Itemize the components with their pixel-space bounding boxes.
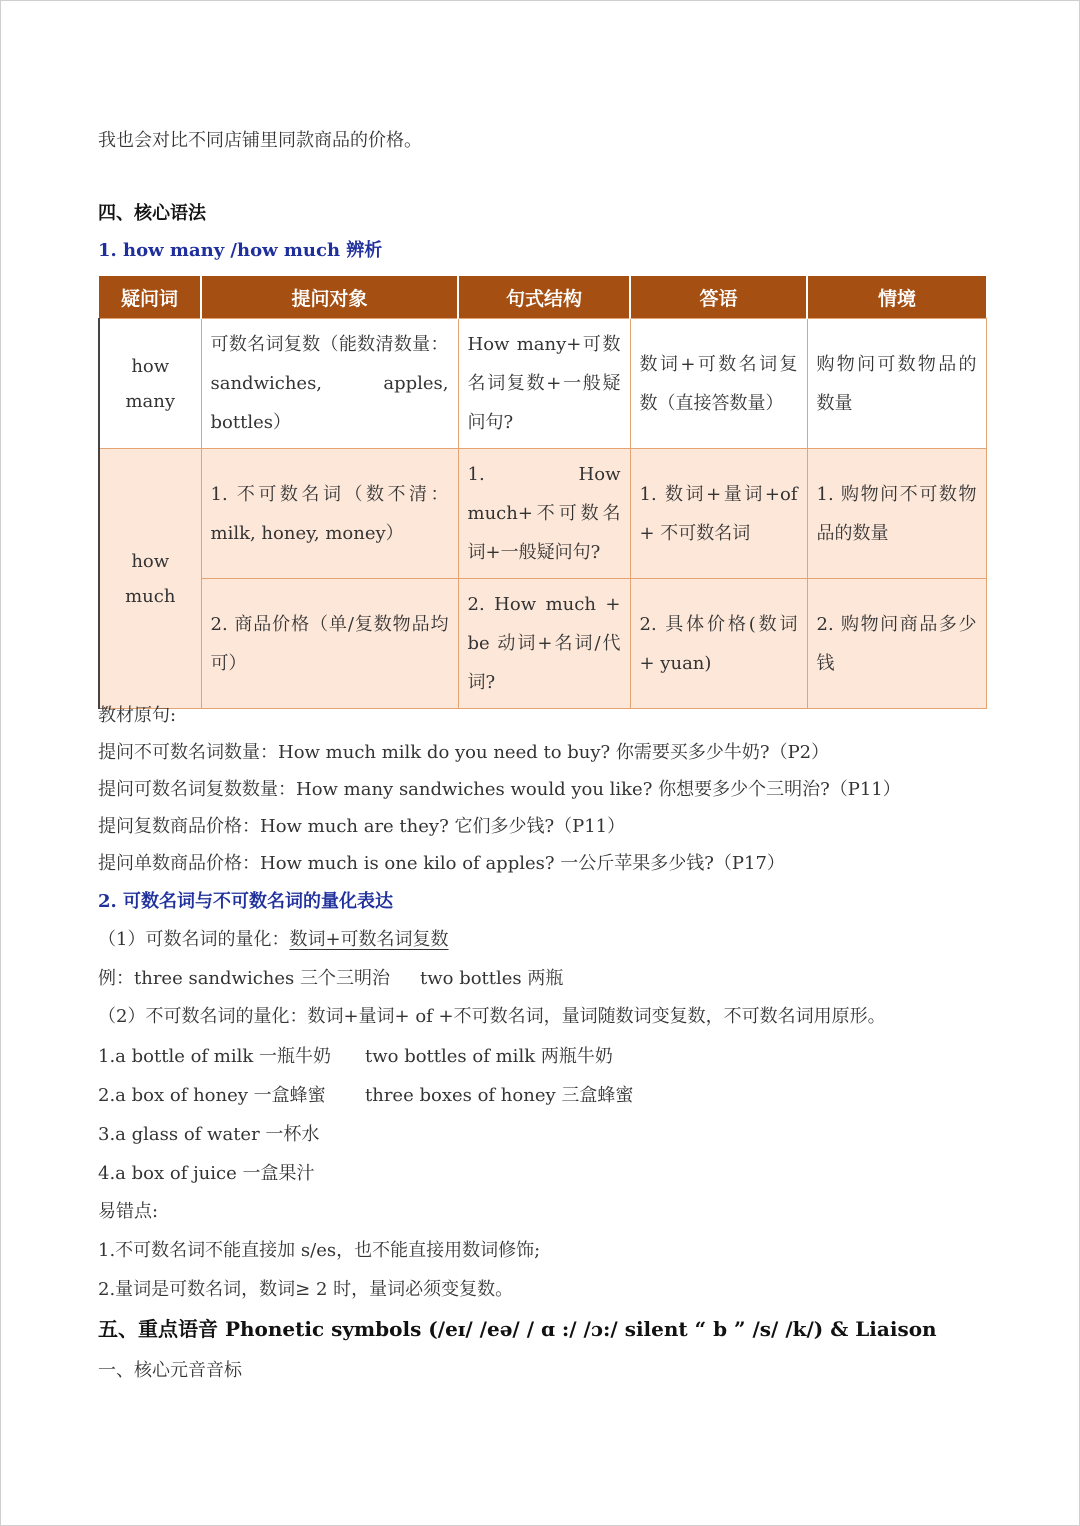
table-row-how-much-1	[99, 449, 986, 579]
table-header-row	[99, 276, 986, 319]
cell-much2-context: 2. 购物问商品多少钱	[807, 579, 986, 709]
how-many-how-much-table	[98, 276, 987, 709]
textbook-sentence: 提问单数商品价格：How much is one kilo of apples? 一公斤苹果多少钱?（P17）	[98, 853, 785, 874]
countable-rule: 数词+可数名词复数	[289, 929, 449, 950]
cell-many-context: 购物问可数物品的数量	[807, 319, 986, 449]
cell-much1-object: 1. 不可数名词（数不清：milk, honey, money）	[201, 449, 458, 579]
cell-how-much: how much	[99, 449, 201, 709]
table-row-how-many	[99, 319, 986, 449]
cell-many-object: 可数名词复数（能数清数量：sandwiches, apples, bottles）	[201, 319, 458, 449]
countable-label: （1）可数名词的量化：	[98, 929, 290, 950]
countable-example-right: two bottles 两瓶	[420, 968, 564, 989]
section-4-heading: 四、核心语法	[98, 203, 206, 224]
textbook-sentence: 提问可数名词复数数量：How many sandwiches would you like? 你想要多少个三明治?（P11）	[98, 779, 901, 800]
cell-much2-object: 2. 商品价格（单/复数物品均可）	[201, 579, 458, 709]
header-question-word: 疑问词	[99, 276, 201, 319]
cell-much1-structure: 1. How much+不可数名词+一般疑问句?	[458, 449, 630, 579]
cell-many-answer: 数词+可数名词复数（直接答数量）	[630, 319, 807, 449]
example-left: 3.a glass of water 一杯水	[98, 1124, 320, 1145]
example-left: 4.a box of juice 一盒果汁	[98, 1163, 315, 1184]
cell-much1-answer: 1. 数词+量词+of + 不可数名词	[630, 449, 807, 579]
error-item: 2.量词是可数名词，数词≥ 2 时，量词必须变复数。	[98, 1279, 514, 1300]
uncountable-rule: （2）不可数名词的量化：数词+量词+ of +不可数名词，量词随数词变复数，不可数名词用原形。	[98, 1006, 886, 1027]
section-5-subheading: 一、核心元音音标	[98, 1360, 242, 1381]
textbook-title: 教材原句:	[98, 705, 177, 726]
example-right: two bottles of milk 两瓶牛奶	[365, 1046, 613, 1067]
cell-much2-structure: 2. How much + be 动词+名词/代词?	[458, 579, 630, 709]
header-answer: 答语	[630, 276, 807, 319]
subsection-1-title: 1. how many /how much 辨析	[98, 240, 383, 261]
cell-much2-answer: 2. 具体价格(数词 + yuan)	[630, 579, 807, 709]
cell-how-many: how many	[99, 319, 201, 449]
header-context: 情境	[807, 276, 986, 319]
cell-much1-context: 1. 购物问不可数物品的数量	[807, 449, 986, 579]
header-object: 提问对象	[201, 276, 458, 319]
example-right: three boxes of honey 三盒蜂蜜	[365, 1085, 634, 1106]
example-left: 1.a bottle of milk 一瓶牛奶	[98, 1046, 332, 1067]
table-row-how-much-2	[99, 579, 986, 709]
countable-rule-line	[98, 929, 449, 951]
cell-many-structure: How many+可数名词复数+一般疑问句?	[458, 319, 630, 449]
section-5-heading: 五、重点语音 Phonetic symbols (/eɪ/ /eə/ / ɑ :/ /ɔ:/ silent “ b ” /s/ /k/) & Liaison	[98, 1317, 937, 1341]
error-item: 1.不可数名词不能直接加 s/es，也不能直接用数词修饰;	[98, 1240, 541, 1261]
textbook-sentence: 提问复数商品价格：How much are they? 它们多少钱?（P11）	[98, 816, 626, 837]
countable-example-left: 例：three sandwiches 三个三明治	[98, 968, 390, 989]
subsection-2-title: 2. 可数名词与不可数名词的量化表达	[98, 891, 394, 912]
textbook-sentence: 提问不可数名词数量：How much milk do you need to buy? 你需要买多少牛奶?（P2）	[98, 742, 830, 763]
header-structure: 句式结构	[458, 276, 630, 319]
errors-title: 易错点:	[98, 1201, 159, 1222]
example-left: 2.a box of honey 一盒蜂蜜	[98, 1085, 326, 1106]
intro-line: 我也会对比不同店铺里同款商品的价格。	[98, 130, 422, 151]
